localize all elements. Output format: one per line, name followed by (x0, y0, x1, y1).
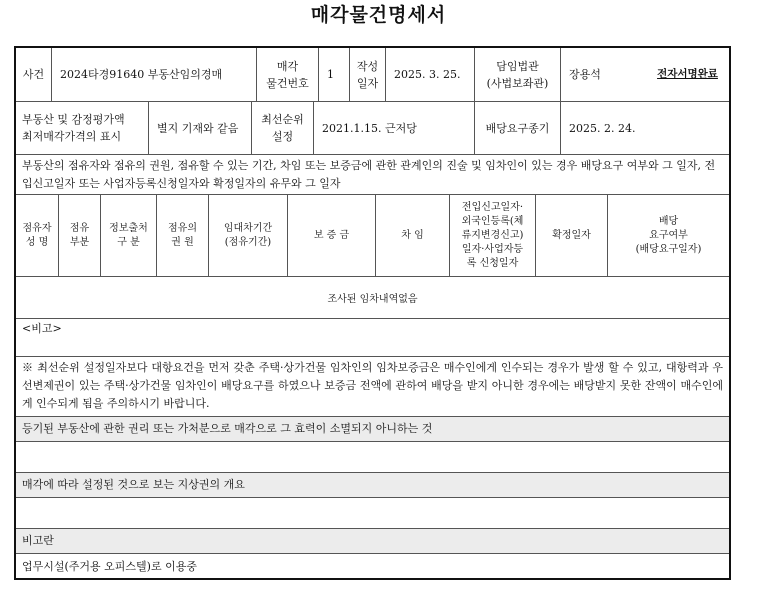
section-body-remarks (16, 554, 729, 580)
remarks-label: <비고> (22, 322, 62, 335)
col-occupant-name: 점유자 성 명 (16, 195, 59, 276)
judge-name: 장용석 (569, 68, 601, 81)
section-label: 등기된 부동산에 관한 권리 또는 가처분으로 매각으로 그 효력이 소멸되지 아니하는 것 (22, 422, 433, 435)
occupancy-description: 부동산의 점유자와 점유의 권원, 점유할 수 있는 기간, 차임 또는 보증금에 관한 관계인의 진술 및 임차인이 있는 경우 배당요구 여부와 그 일자, 전입신고일자 또는 사업자등록신청일자와 확정일자의 유무와 그 일자 (22, 159, 716, 190)
judge-label: 담임법관 (사법보좌관) (475, 48, 561, 101)
section-header-superficies (16, 473, 729, 497)
date-label: 작성 일자 (350, 48, 386, 101)
col-occupied-part: 점유 부분 (59, 195, 101, 276)
priority-label: 최선순위 설정 (252, 102, 314, 154)
section-label: 비고란 (22, 534, 54, 547)
empty-message: 조사된 임차내역없음 (327, 294, 418, 305)
appraisal-value: 별지 기재와 같음 (149, 102, 252, 154)
priority-value: 2021.1.15. 근저당 (314, 102, 475, 154)
appraisal-label: 부동산 및 감정평가액 최저매각가격의 표시 (16, 102, 149, 154)
section-body-superficies (16, 498, 729, 528)
item-number-label: 매각 물건번호 (257, 48, 319, 101)
notice-text: ※ 최선순위 설정일자보다 대항요건을 먼저 갖춘 주택·상가건물 임차인의 임차보증금은 매수인에게 인수되는 경우가 발생 할 수 있고, 대항력과 우선변제권이 있는 주택·상가건물 임차인이 배당요구를 하였으나 보증금 전액에 관하여 배당을 받지 아니한 경우에는 배당받지 못한 잔액이 매수인에게 인수되게 됨을 주의하시기 바랍니다. (22, 361, 723, 410)
deadline-value: 2025. 2. 24. (569, 121, 636, 135)
appraisal-row (16, 102, 729, 154)
date-value: 2025. 3. 25. (386, 48, 475, 101)
signature-text: 전자서명완료 (657, 68, 718, 80)
item-number-value: 1 (319, 48, 350, 101)
section-body-uncancelled-rights (16, 442, 729, 472)
col-occupancy-title: 점유의 권 원 (157, 195, 209, 276)
col-lease-period: 임대차기간 (점유기간) (209, 195, 288, 276)
col-info-source: 정보출처 구 분 (101, 195, 157, 276)
remarks-content: 업무시설(주거용 오피스텔)로 이용중 (22, 560, 197, 573)
section-header-remarks (16, 529, 729, 553)
col-fixed-date: 확정일자 (536, 195, 608, 276)
case-number: 2024타경91640 부동산임의경매 (52, 48, 257, 101)
case-label: 사건 (16, 48, 52, 101)
section-header-uncancelled-rights (16, 417, 729, 441)
case-info-row (16, 48, 729, 101)
document-title: 매각물건명세서 (310, 4, 447, 26)
col-rent: 차 임 (376, 195, 450, 276)
occupancy-empty-row (16, 277, 729, 318)
electronic-signature (646, 48, 729, 101)
section-label: 매각에 따라 설정된 것으로 보는 지상권의 개요 (22, 478, 245, 491)
col-dividend-request: 배당 요구여부 (배당요구일자) (635, 215, 702, 255)
statement-table (14, 46, 731, 580)
col-move-in-date: 전입신고일자· 외국인등록(체 류지변경신고) 일자·사업자등 록 신청일자 (450, 195, 536, 276)
deadline-label: 배당요구종기 (475, 102, 561, 154)
occupancy-table-header (16, 195, 729, 276)
col-deposit: 보 증 금 (288, 195, 376, 276)
